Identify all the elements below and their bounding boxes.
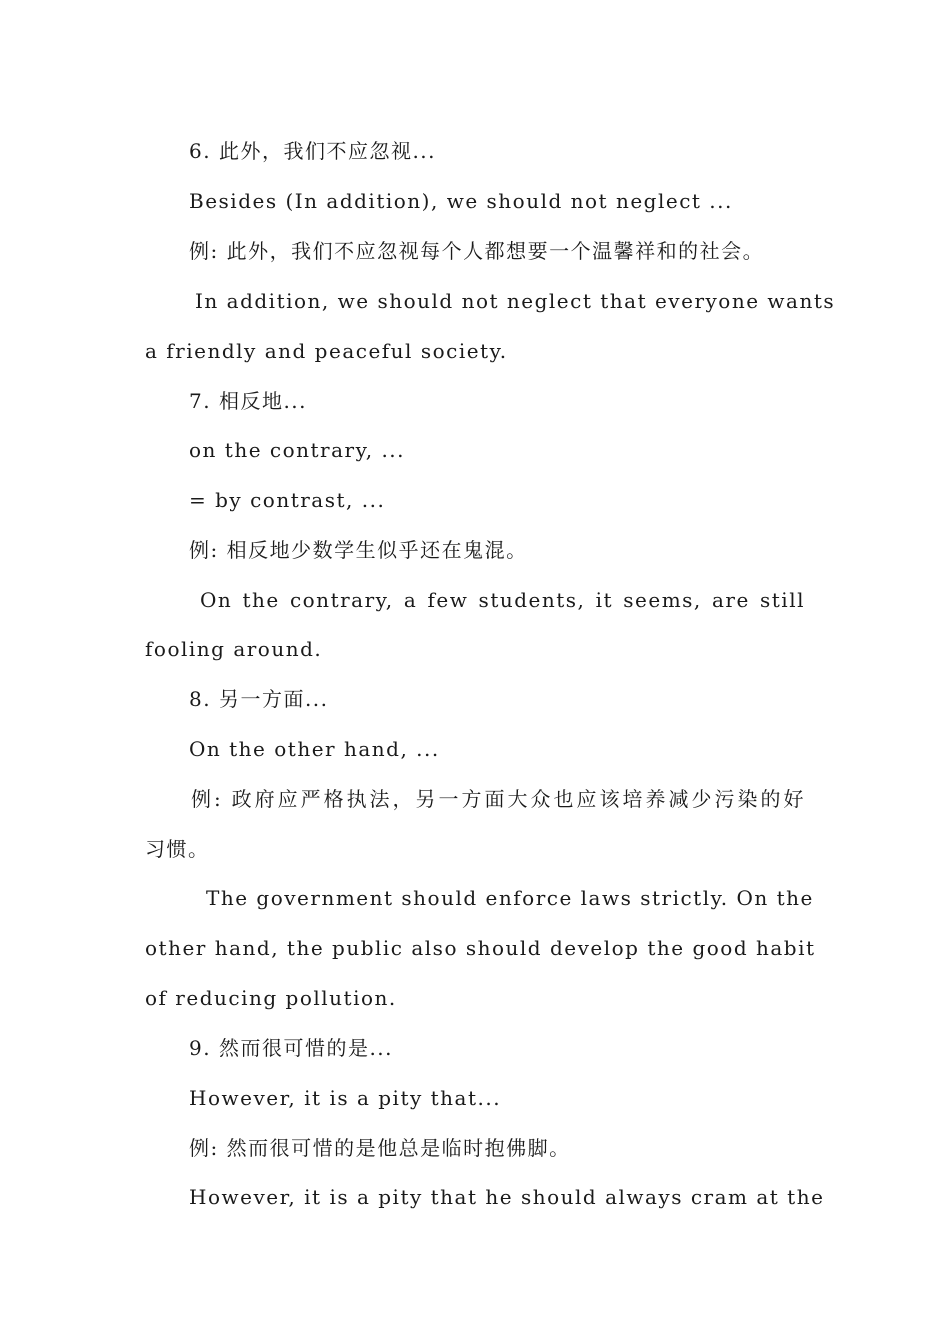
item-7-example-en-line2: fooling around. bbox=[145, 637, 323, 661]
item-6-example-en-line2: a friendly and peaceful society. bbox=[145, 339, 508, 363]
item-8-example-en-line1: The government should enforce laws strictly. On the bbox=[206, 886, 814, 910]
item-6-phrase: Besides (In addition), we should not neglect ... bbox=[189, 189, 733, 213]
item-6-example-cn: 例: 此外，我们不应忽视每个人都想要一个温馨祥和的社会。 bbox=[189, 239, 765, 263]
item-7-example-cn: 例: 相反地少数学生似乎还在鬼混。 bbox=[189, 538, 528, 562]
item-9-phrase: However, it is a pity that... bbox=[189, 1086, 502, 1110]
item-7-example-en-line1: On the contrary, a few students, it seems, are still bbox=[200, 588, 805, 612]
item-7-heading: 7. 相反地... bbox=[189, 389, 308, 413]
item-8-example-en-line2: other hand, the public also should develop the good habit bbox=[145, 936, 816, 960]
item-8-example-cn-line2: 习惯。 bbox=[145, 837, 210, 861]
item-8-heading: 8. 另一方面... bbox=[189, 687, 329, 711]
item-7-phrase: on the contrary, ... bbox=[189, 438, 406, 462]
item-7-phrase-alt: = by contrast, ... bbox=[189, 488, 386, 512]
item-8-phrase: On the other hand, ... bbox=[189, 737, 440, 761]
item-9-example-cn: 例: 然而很可惜的是他总是临时抱佛脚。 bbox=[189, 1136, 571, 1160]
item-6-example-en-line1: In addition, we should not neglect that everyone wants bbox=[195, 289, 836, 313]
item-9-example-en-line1: However, it is a pity that he should always cram at the bbox=[189, 1185, 825, 1209]
item-6-heading: 6. 此外，我们不应忽视... bbox=[189, 139, 437, 163]
item-8-example-cn-line1: 例: 政府应严格执法，另一方面大众也应该培养减少污染的好 bbox=[191, 787, 805, 811]
item-8-example-en-line3: of reducing pollution. bbox=[145, 986, 397, 1010]
item-9-heading: 9. 然而很可惜的是... bbox=[189, 1036, 394, 1060]
